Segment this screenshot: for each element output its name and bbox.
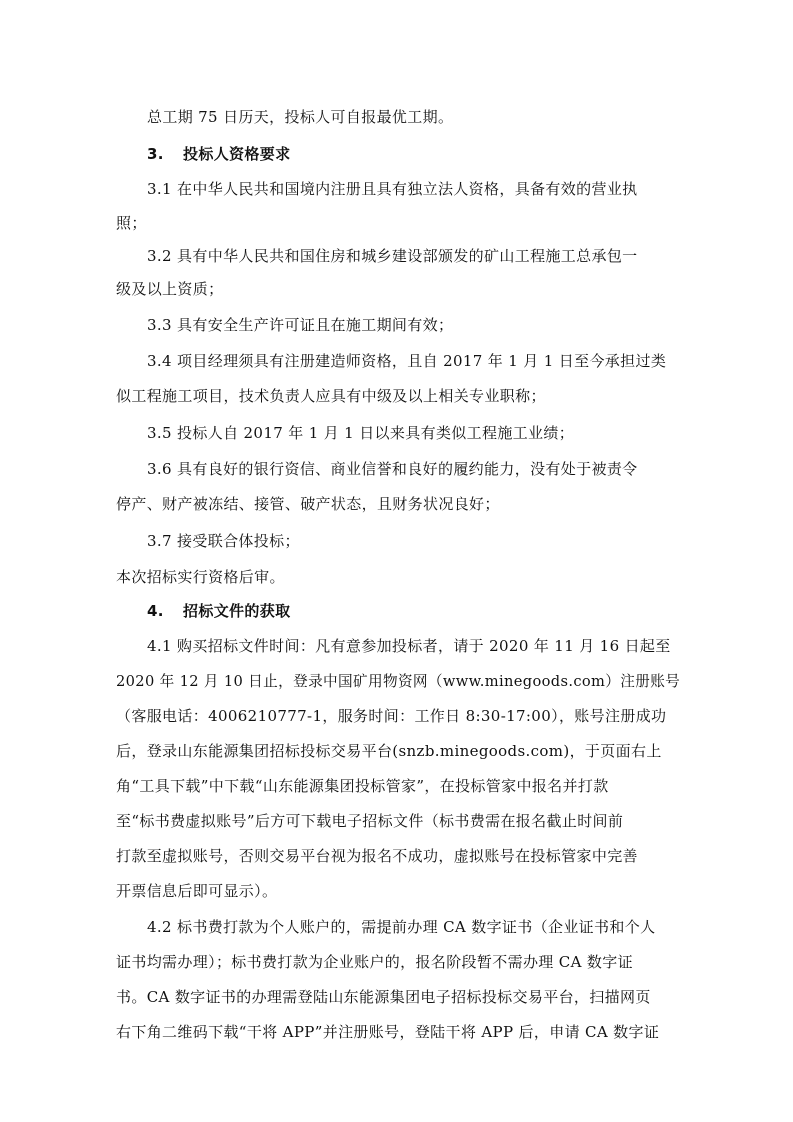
- text-line: 3.4 项目经理须具有注册建造师资格，且自 2017 年 1 月 1 日至今承担过类: [147, 352, 667, 370]
- text-line: 4.1 购买招标文件时间：凡有意参加投标者，请于 2020 年 11 月 16 日起至: [147, 637, 671, 655]
- text-line: 3.7 接受联合体投标；: [147, 532, 300, 550]
- section-title: 招标文件的获取: [183, 602, 291, 620]
- text-line: 角“工具下载”中下载“山东能源集团投标管家”，在投标管家中报名并打款: [116, 777, 609, 795]
- text-line: 级及以上资质；: [116, 280, 224, 298]
- text-line: 3.5 投标人自 2017 年 1 月 1 日以来具有类似工程施工业绩；: [147, 424, 575, 442]
- text-line: 开票信息后即可显示）。: [116, 882, 278, 900]
- text-line: 总工期 75 日历天，投标人可自报最优工期。: [147, 108, 454, 126]
- text-line: 至“标书费虚拟账号”后方可下载电子招标文件（标书费需在报名截止时间前: [116, 812, 624, 830]
- text-line: 后，登录山东能源集团招标投标交易平台(snzb.minegoods.com)，于页面右上: [116, 742, 662, 760]
- text-line: 似工程施工项目，技术负责人应具有中级及以上相关专业职称；: [116, 387, 546, 405]
- text-line: 3.2 具有中华人民共和国住房和城乡建设部颁发的矿山工程施工总承包一: [147, 247, 638, 265]
- text-line: 右下角二维码下载“干将 APP”并注册账号，登陆干将 APP 后，申请 CA 数字证: [116, 1023, 660, 1041]
- section-title: 投标人资格要求: [183, 145, 291, 163]
- text-line: 本次招标实行资格后审。: [116, 568, 285, 586]
- text-line: 照；: [116, 214, 147, 232]
- text-line: 打款至虚拟账号，否则交易平台视为报名不成功，虚拟账号在投标管家中完善: [116, 847, 638, 865]
- text-line: 3.3 具有安全生产许可证且在施工期间有效；: [147, 316, 454, 334]
- section-heading-4: [147, 601, 290, 621]
- text-line: 4.2 标书费打款为个人账户的，需提前办理 CA 数字证书（企业证书和个人: [147, 918, 656, 936]
- text-line: 书。CA 数字证书的办理需登陆山东能源集团电子招标投标交易平台，扫描网页: [116, 988, 651, 1006]
- text-line: 2020 年 12 月 10 日止，登录中国矿用物资网（www.minegoods.com）注册账号: [116, 672, 681, 690]
- section-number: 3.: [147, 145, 164, 163]
- text-line: 3.6 具有良好的银行资信、商业信誉和良好的履约能力，没有处于被责令: [147, 460, 638, 478]
- text-line: （客服电话：4006210777-1，服务时间：工作日 8:30-17:00），账号注册成功: [116, 707, 667, 725]
- section-heading-3: [147, 144, 290, 164]
- section-number: 4.: [147, 602, 164, 620]
- text-line: 停产、财产被冻结、接管、破产状态，且财务状况良好；: [116, 495, 500, 513]
- text-line: 3.1 在中华人民共和国境内注册且具有独立法人资格，具备有效的营业执: [147, 180, 638, 198]
- text-line: 证书均需办理）；标书费打款为企业账户的，报名阶段暂不需办理 CA 数字证: [116, 953, 633, 971]
